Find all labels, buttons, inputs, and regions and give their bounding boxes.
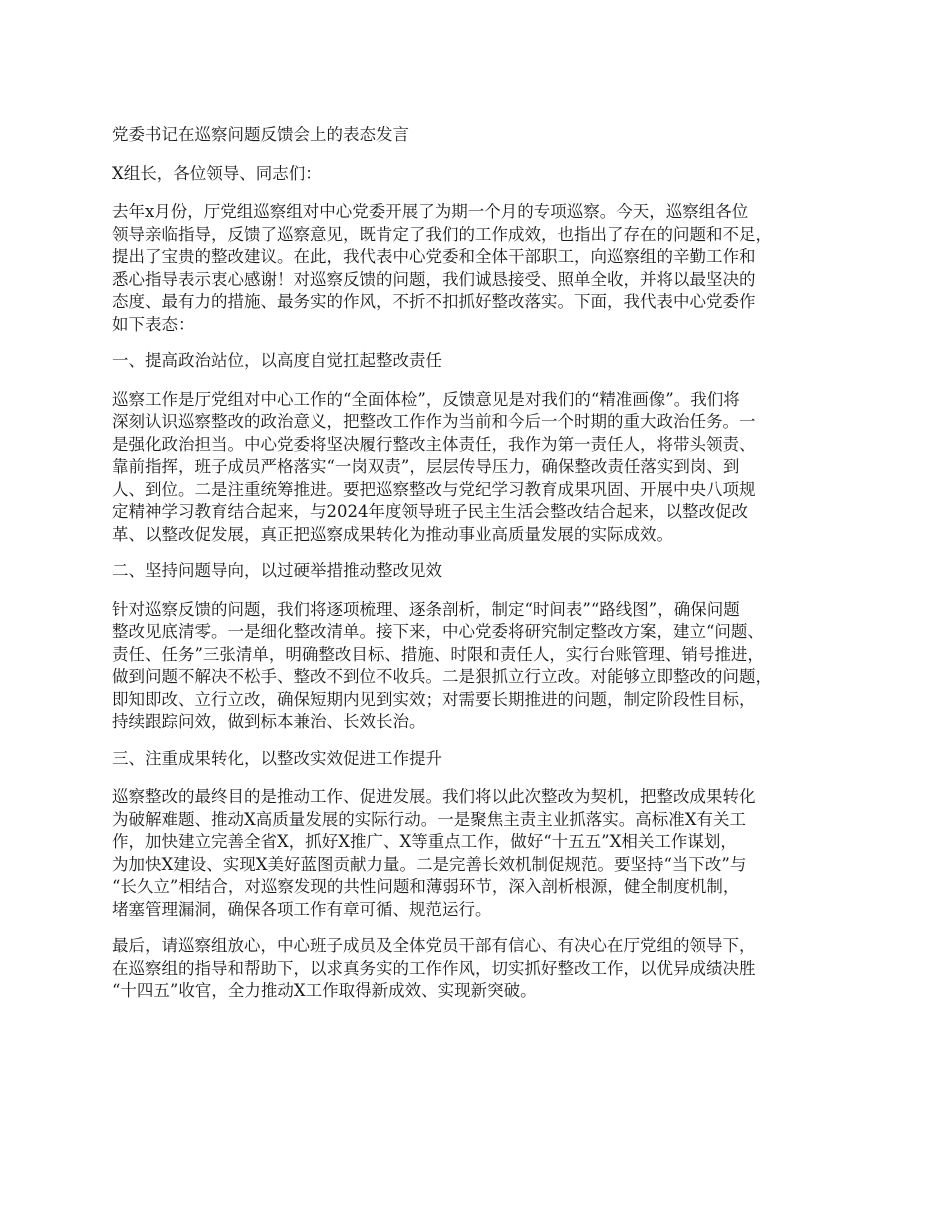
closing-paragraph [112,935,860,1003]
section-heading-text: 三、注重成果转化，以整改实效促进工作提升 [112,748,442,768]
text-line: 去年x月份，厅党组巡察组对中心党委开展了为期一个月的专项巡察。今天，巡察组各位 [112,202,749,221]
intro-paragraph [112,201,860,336]
text-line: 靠前指挥，班子成员严格落实“一岗双责”，层层传导压力，确保整改责任落实到岗、到 [112,457,740,476]
text-line: 作，加快建立完善全省X，抓好X推广、X等重点工作，做好“十五五”X相关工作谋划， [112,832,737,851]
section-heading-text: 一、提高政治站位，以高度自觉扛起整改责任 [112,351,442,370]
section-heading [112,350,860,373]
text-line: 即知即改、立行立改，确保短期内见到实效；对需要长期推进的问题，制定阶段性目标， [112,689,756,709]
section-heading [112,560,860,583]
document-title [112,124,860,147]
salutation-text: X组长，各位领导、同志们： [112,163,322,183]
title-text: 党委书记在巡察问题反馈会上的表态发言 [112,125,409,144]
section-heading [112,748,860,771]
text-line: 责任、任务”三张清单，明确整改目标、措施、时限和责任人，实行台账管理、销号推进， [112,644,764,664]
text-line: 人、到位。二是注重统筹推进。要把巡察整改与党纪学习教育成果巩固、开展中央八项规 [112,479,756,499]
text-line: 提出了宝贵的整改建议。在此，我代表中心党委和全体干部职工，向巡察组的辛勤工作和 [112,247,756,266]
text-line: 巡察整改的最终目的是推动工作、促进发展。我们将以此次整改为契机，把整改成果转化 [112,787,756,806]
text-line: 巡察工作是厅党组对中心工作的“全面体检”，反馈意见是对我们的“精准画像”。我们将 [112,389,740,409]
section-body [112,389,860,547]
text-line: 是强化政治担当。中心党委将坚决履行整改主体责任，我作为第一责任人，将带头领责、 [112,434,756,454]
text-line: 态度、最有力的措施、最务实的作风，不折不扣抓好整改落实。下面，我代表中心党委作 [112,292,756,311]
text-line: 为破解难题、推动X高质量发展的实际行动。一是聚焦主责主业抓落实。高标准X有关工 [112,809,746,829]
text-line: 在巡察组的指导和帮助下，以求真务实的工作作风，切实抓好整改工作，以优异成绩决胜 [112,958,756,978]
text-line: 堵塞管理漏洞，确保各项工作有章可循、规范运行。 [112,899,492,919]
text-line: 悉心指导表示衷心感谢！对巡察反馈的问题，我们诚恳接受、照单全收，并将以最坚决的 [112,269,756,289]
section-body [112,599,860,734]
text-line: 领导亲临指导，反馈了巡察意见，既肯定了我们的工作成效，也指出了存在的问题和不足， [112,224,772,244]
text-line: 持续跟踪问效，做到标本兼治、长效长治。 [112,712,426,731]
document-page [112,124,860,1017]
section-body [112,786,860,921]
text-line: 针对巡察反馈的问题，我们将逐项梳理、逐条剖析，制定“时间表”“路线图”，确保问题 [112,599,740,619]
text-line: “十四五”收官，全力推动X工作取得新成效、实现新突破。 [112,981,537,1000]
text-line: 定精神学习教育结合起来，与2024年度领导班子民主生活会整改结合起来，以整改促改 [112,502,748,521]
text-line: 最后，请巡察组放心，中心班子成员及全体党员干部有信心、有决心在厅党组的领导下， [112,936,756,955]
text-line: 做到问题不解决不松手、整改不到位不收兵。二是狠抓立行立改。对能够立即整改的问题， [112,667,772,686]
text-line: “长久立”相结合，对巡察发现的共性问题和薄弱环节，深入剖析根源，健全制度机制， [112,877,740,896]
text-line: 如下表态： [112,314,195,334]
salutation [112,163,860,186]
text-line: 为加快X建设、实现X美好蓝图贡献力量。二是完善长效机制促规范。要坚持“当下改”与 [112,854,747,874]
text-line: 深刻认识巡察整改的政治意义，把整改工作作为当前和今后一个时期的重大政治任务。一 [112,412,756,431]
section-heading-text: 二、坚持问题导向，以过硬举措推动整改见效 [112,561,442,580]
text-line: 革、以整改促发展，真正把巡察成果转化为推动事业高质量发展的实际成效。 [112,524,673,544]
text-line: 整改见底清零。一是细化整改清单。接下来，中心党委将研究制定整改方案，建立“问题、 [112,622,764,641]
